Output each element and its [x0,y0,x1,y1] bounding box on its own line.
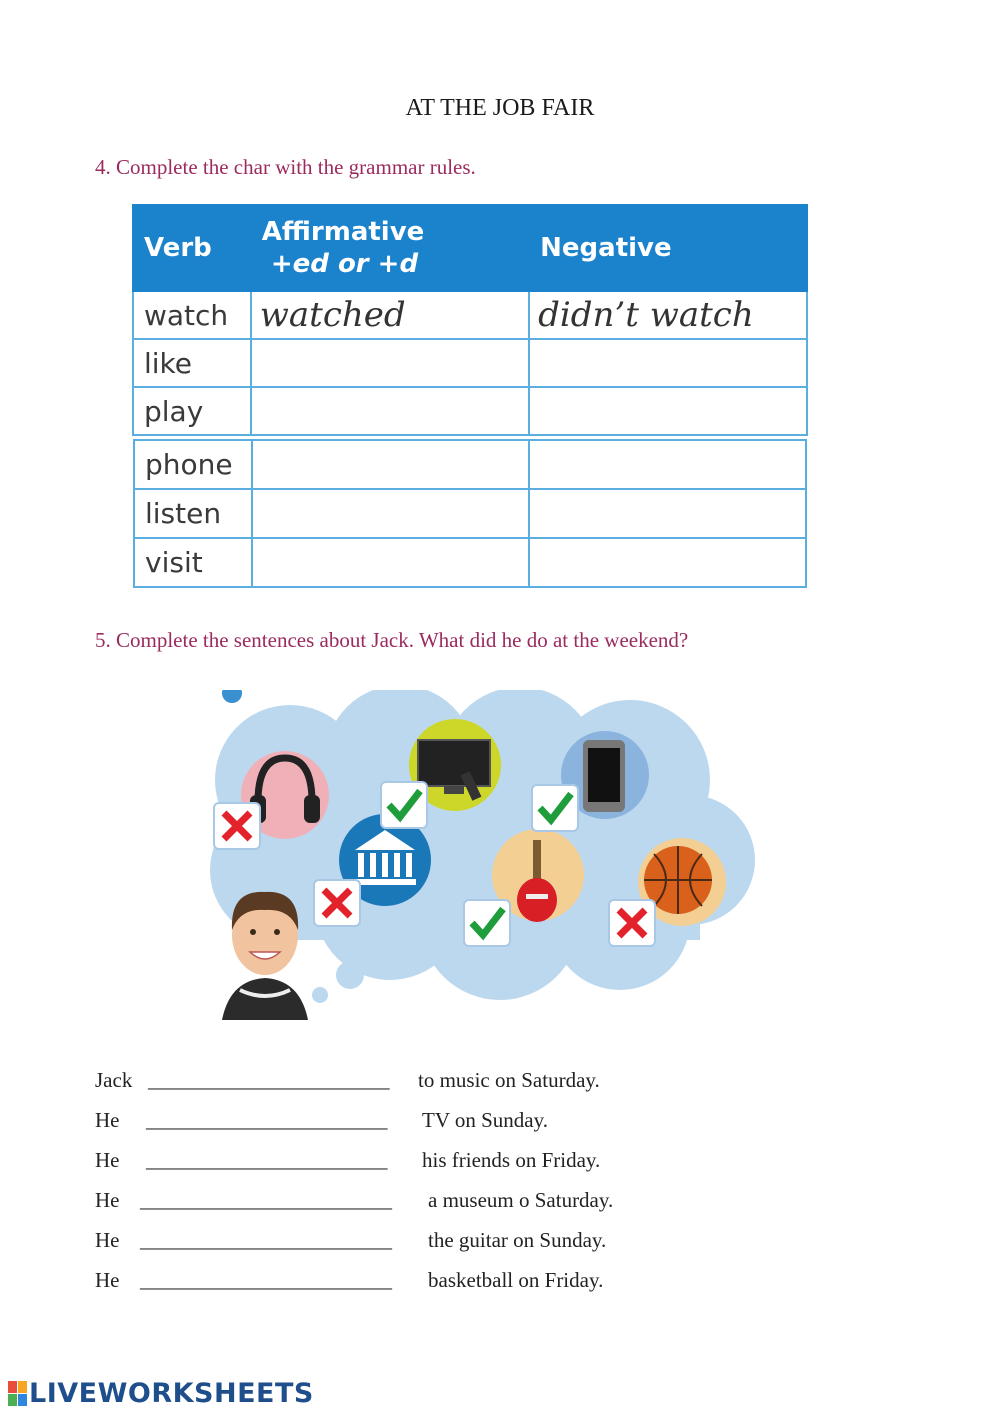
negative-cell[interactable] [529,489,806,538]
sentence-rest: a museum o Saturday. [428,1188,614,1212]
negative-cell[interactable] [529,440,806,489]
sentence-rest: to music on Saturday. [418,1068,600,1092]
sentence-rest: the guitar on Sunday. [428,1228,607,1252]
answer-blank[interactable]: _______________________ [146,1108,388,1132]
sentence-subject: He [95,1228,120,1252]
verb-cell: visit [134,538,252,587]
page-title: AT THE JOB FAIR [405,95,595,121]
verb-cell: phone [134,440,252,489]
affirmative-cell[interactable] [251,387,529,435]
answer-blank[interactable]: _______________________ [146,1148,388,1172]
verb-cell: listen [134,489,252,538]
sentence-subject: He [95,1188,120,1212]
affirmative-cell[interactable] [252,489,529,538]
check-mark-phone [532,785,578,831]
answer-blank[interactable]: ________________________ [140,1228,392,1252]
verb-cell: play [133,387,251,435]
instruction-5: 5. Complete the sentences about Jack. What did he do at the weekend? [95,628,689,652]
negative-cell[interactable] [529,387,807,435]
cross-mark-basketball [609,900,655,946]
header-affirmative: Affirmative +ed or +d [251,205,529,291]
affirmative-cell[interactable] [252,440,529,489]
verb-cell: like [133,339,251,387]
cross-mark-headphones [214,803,260,849]
logo-text: LIVEWORKSHEETS [29,1378,314,1409]
table-row [134,440,806,489]
check-mark-tv [381,782,427,828]
sentence-rest: TV on Sunday. [422,1108,548,1132]
affirmative-cell[interactable] [251,339,529,387]
liveworksheets-logo[interactable] [8,1378,314,1409]
affirmative-cell: watched [251,291,529,339]
negative-cell[interactable] [529,538,806,587]
affirmative-cell[interactable] [252,538,529,587]
negative-cell: didn’t watch [529,291,807,339]
table-row [133,387,807,435]
weekend-activities-picture [200,690,760,1020]
sentence-rest: basketball on Friday. [428,1268,604,1292]
answer-blank[interactable]: _______________________ [148,1068,390,1092]
header-verb: Verb [133,205,251,291]
answer-blank[interactable]: ________________________ [140,1268,392,1292]
table-row [133,291,807,339]
sentence-subject: He [95,1108,120,1132]
negative-cell[interactable] [529,339,807,387]
boy-avatar [222,892,308,1020]
table-row [134,538,806,587]
sentence-subject: Jack [95,1068,133,1092]
check-mark-guitar [464,900,510,946]
answer-blank[interactable]: ________________________ [140,1188,392,1212]
verb-cell: watch [133,291,251,339]
header-negative: Negative [529,205,807,291]
logo-grid-icon [8,1381,27,1406]
sentence-subject: He [95,1268,120,1292]
sentence-subject: He [95,1148,120,1172]
table-row [134,489,806,538]
sentence-rest: his friends on Friday. [422,1148,601,1172]
instruction-4: 4. Complete the char with the grammar rules. [95,155,476,179]
table-row [133,339,807,387]
cross-mark-museum [314,880,360,926]
grammar-table [132,204,808,436]
grammar-table-continued [133,439,807,588]
